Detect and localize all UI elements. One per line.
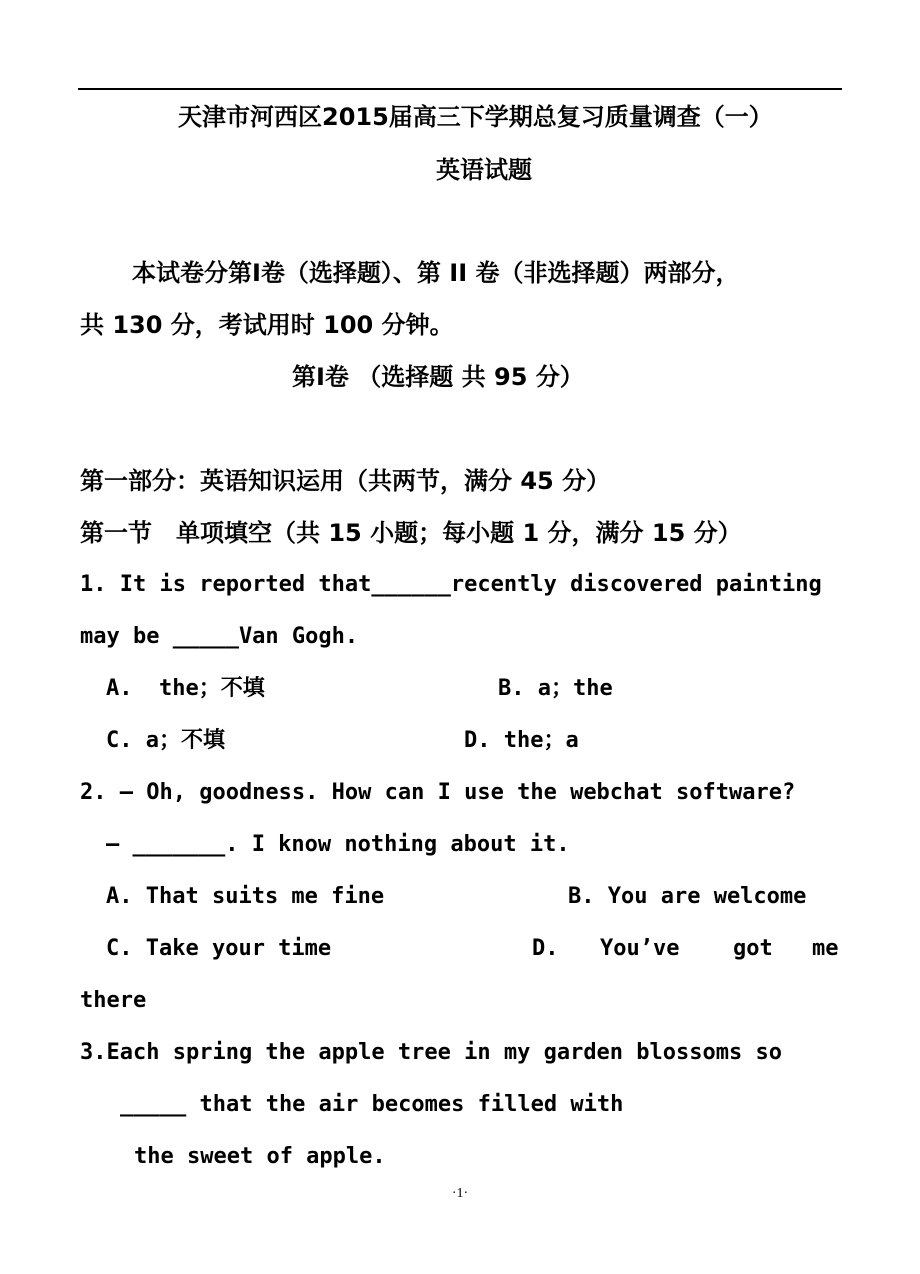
top-rule — [78, 88, 842, 90]
question-3-stem-line-1: 3.Each spring the apple tree in my garden blossoms so — [80, 1040, 782, 1065]
question-2-option-d-continued: there — [80, 988, 147, 1013]
question-1-option-a: A. the；不填 — [106, 676, 265, 701]
question-1-option-c: C. a；不填 — [106, 728, 225, 753]
question-2-stem-line-1: 2. — Oh, goodness. How can I use the webchat software? — [80, 780, 796, 805]
question-2-option-d-label: D. — [532, 936, 559, 961]
question-2-stem-line-2: — _______. I know nothing about it. — [106, 832, 570, 857]
question-2-option-d-word-3: me — [812, 936, 839, 961]
question-1-option-d: D. the；a — [464, 728, 579, 753]
question-2-option-d-word-1: You’ve — [600, 936, 680, 961]
intro-line-1: 本试卷分第Ⅰ卷（选择题）、第 II 卷（非选择题）两部分， — [132, 259, 740, 287]
question-2-option-b: B. You are welcome — [568, 884, 807, 909]
part1-heading: 第一部分：英语知识运用（共两节，满分 45 分） — [80, 467, 611, 495]
question-3-stem-line-3: the sweet of apple. — [134, 1144, 386, 1169]
question-2-option-a: A. That suits me fine — [106, 884, 385, 909]
intro-line-2: 共 130 分，考试用时 100 分钟。 — [80, 311, 454, 339]
page-number: ·1· — [451, 1186, 469, 1201]
question-3-stem-line-2: _____ that the air becomes filled with — [120, 1092, 624, 1117]
question-1-stem-line-1: 1. It is reported that______recently discovered painting — [80, 572, 822, 597]
section1-heading: 第一节 单项填空（共 15 小题；每小题 1 分，满分 15 分） — [80, 519, 742, 547]
volume1-heading: 第Ⅰ卷 （选择题 共 95 分） — [292, 363, 584, 391]
question-1-stem-line-2: may be _____Van Gogh. — [80, 624, 359, 649]
question-1-option-b: B. a；the — [498, 676, 613, 701]
document-subtitle: 英语试题 — [436, 156, 532, 184]
document-title: 天津市河西区2015届高三下学期总复习质量调查（一） — [178, 103, 773, 131]
question-2-option-d-word-2: got — [733, 936, 773, 961]
question-2-option-c: C. Take your time — [106, 936, 332, 961]
